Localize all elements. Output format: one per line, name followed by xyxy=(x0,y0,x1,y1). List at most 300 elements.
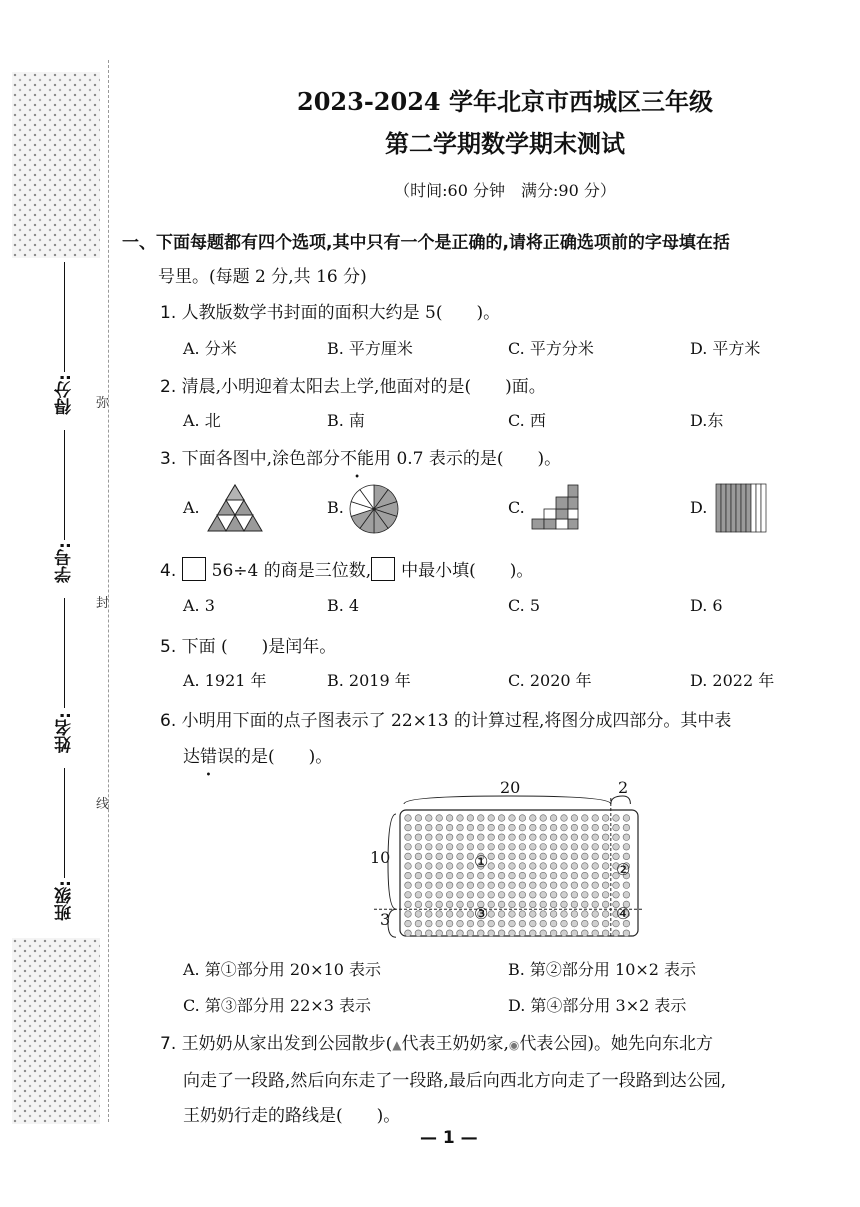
q4-option-b[interactable]: B. 4 xyxy=(327,596,360,615)
q4-option-a[interactable]: A. 3 xyxy=(183,596,215,615)
grid-dot xyxy=(488,844,495,851)
grid-dot xyxy=(592,863,599,870)
grid-dot xyxy=(436,901,443,908)
grid-dot xyxy=(488,882,495,889)
grid-dot xyxy=(405,930,412,937)
grid-dot xyxy=(467,911,474,918)
grid-dot xyxy=(446,920,453,927)
q3-option-c[interactable]: C. xyxy=(508,498,525,517)
grid-dot xyxy=(509,892,516,899)
grid-dot xyxy=(478,834,485,841)
grid-dot xyxy=(405,834,412,841)
grid-dot xyxy=(498,911,505,918)
grid-dot xyxy=(623,824,630,831)
strip xyxy=(721,484,726,532)
grid-dot xyxy=(561,824,568,831)
question-text: 人教版数学书封面的面积大约是 5( )。 xyxy=(181,303,501,323)
strip xyxy=(731,484,736,532)
grid-dot xyxy=(602,834,609,841)
grid-dot xyxy=(509,844,516,851)
grid-dot xyxy=(540,920,547,927)
grid-dot xyxy=(561,930,568,937)
grid-dot xyxy=(446,901,453,908)
grid-dot xyxy=(415,863,422,870)
strip xyxy=(716,484,721,532)
grid-dot xyxy=(415,901,422,908)
grid-dot xyxy=(457,844,464,851)
grid-dot xyxy=(415,892,422,899)
grid-dot xyxy=(478,824,485,831)
grid-dot xyxy=(446,844,453,851)
grid-dot xyxy=(550,863,557,870)
question-text-post: 用 0.7 表示的是( )。 xyxy=(374,449,562,469)
grid-dot xyxy=(571,824,578,831)
grid-dot xyxy=(426,872,433,879)
q2-option-c[interactable]: C. 西 xyxy=(508,411,546,430)
grid-dot xyxy=(582,892,589,899)
grid-dot xyxy=(498,892,505,899)
q2-option-d[interactable]: D.东 xyxy=(690,411,724,430)
grid-dot xyxy=(540,834,547,841)
grid-dot xyxy=(571,930,578,937)
grid-dot xyxy=(498,930,505,937)
circle-figure xyxy=(348,483,400,535)
section-heading: 一、下面每题都有四个选项,其中只有一个是正确的,请将正确选项前的字母填在括 xyxy=(122,233,730,253)
label-2: 2 xyxy=(618,778,629,797)
grid-dot xyxy=(530,844,537,851)
grid-dot xyxy=(550,920,557,927)
grid-dot xyxy=(561,872,568,879)
grid-dot xyxy=(540,930,547,937)
grid-dot xyxy=(613,892,620,899)
grid-dot xyxy=(530,920,537,927)
question-7-cont2: 王奶奶行走的路线是( )。 xyxy=(183,1106,401,1126)
grid-dot xyxy=(540,844,547,851)
grid-dot xyxy=(467,930,474,937)
grid-dot xyxy=(592,844,599,851)
grid-dot xyxy=(592,824,599,831)
grid-dot xyxy=(509,911,516,918)
grid-dot xyxy=(415,853,422,860)
grid-dot xyxy=(498,882,505,889)
grid-dot xyxy=(488,872,495,879)
grid-dot xyxy=(446,882,453,889)
question-text-a: 56÷4 的商是三位数, xyxy=(211,561,372,581)
q3-option-b[interactable]: B. xyxy=(327,498,344,517)
grid-dot xyxy=(571,844,578,851)
grid-dot xyxy=(561,863,568,870)
grid-dot xyxy=(623,815,630,822)
grid-dot xyxy=(602,872,609,879)
q2-option-a[interactable]: A. 北 xyxy=(183,411,221,430)
grid-dot xyxy=(498,834,505,841)
grid-dot xyxy=(540,892,547,899)
question-6 xyxy=(160,706,731,731)
grid-dot xyxy=(550,853,557,860)
question-number: 7. xyxy=(160,1034,177,1054)
question-2 xyxy=(160,372,546,397)
strip xyxy=(736,484,741,532)
grid-dot xyxy=(467,834,474,841)
grid-dot xyxy=(540,901,547,908)
grid-dot xyxy=(602,892,609,899)
grid-dot xyxy=(561,892,568,899)
grid-dot xyxy=(571,834,578,841)
grid-dot xyxy=(613,930,620,937)
grid-dot xyxy=(561,920,568,927)
grid-dot xyxy=(415,882,422,889)
grid-dot xyxy=(498,901,505,908)
grid-dot xyxy=(415,920,422,927)
grid-dot xyxy=(467,882,474,889)
grid-dot xyxy=(436,863,443,870)
grid-dot xyxy=(426,834,433,841)
grid-dot xyxy=(571,882,578,889)
grid-dot xyxy=(561,901,568,908)
grid-dot xyxy=(436,815,443,822)
grid-dot xyxy=(509,882,516,889)
grid-dot xyxy=(498,853,505,860)
question-number: 3. xyxy=(160,449,177,469)
grid-dot xyxy=(592,892,599,899)
q5-option-b[interactable]: B. 2019 年 xyxy=(327,671,411,690)
section-heading-cont: 号里。(每题 2 分,共 16 分) xyxy=(158,267,367,287)
grid-dot xyxy=(426,815,433,822)
grid-dot xyxy=(457,853,464,860)
legend-park: 代表公园)。她先向东北方 xyxy=(519,1034,714,1054)
blank-box[interactable] xyxy=(371,557,395,581)
grid-dot xyxy=(550,882,557,889)
grid-dot xyxy=(405,853,412,860)
question-text-post: 的是( )。 xyxy=(234,747,333,767)
seal-char-2: 封 xyxy=(96,596,110,611)
grid-dot xyxy=(415,930,422,937)
grid-dot xyxy=(436,930,443,937)
question-number: 2. xyxy=(160,377,177,397)
seal-char-3: 线 xyxy=(96,797,110,812)
grid-dot xyxy=(509,920,516,927)
grid-dot xyxy=(519,815,526,822)
grid-dot xyxy=(582,863,589,870)
grid-dot xyxy=(478,930,485,937)
label-3: 3 xyxy=(380,910,391,929)
grid-dot xyxy=(582,911,589,918)
grid-dot xyxy=(415,834,422,841)
question-text: 小明用下面的点子图表示了 22×13 的计算过程,将图分成四部分。其中表 xyxy=(181,711,732,731)
grid-dot xyxy=(571,863,578,870)
grid-dot xyxy=(592,901,599,908)
grid-dot xyxy=(426,844,433,851)
strip xyxy=(751,484,756,532)
q1-option-c[interactable]: C. 平方分米 xyxy=(508,339,594,358)
sidebar-pattern-top xyxy=(12,72,100,258)
grid-dot xyxy=(571,853,578,860)
grid-dot xyxy=(623,882,630,889)
grid-dot xyxy=(405,824,412,831)
grid-dot xyxy=(478,892,485,899)
grid-dot xyxy=(530,824,537,831)
grid-dot xyxy=(405,815,412,822)
grid-dot xyxy=(582,834,589,841)
grid-dot xyxy=(550,872,557,879)
grid-dot xyxy=(602,911,609,918)
strips-figure xyxy=(714,483,768,533)
question-text: 下面 ( )是闰年。 xyxy=(181,637,337,657)
grid-dot xyxy=(405,911,412,918)
grid-dot xyxy=(478,882,485,889)
grid-dot xyxy=(488,853,495,860)
part-2-label: ② xyxy=(616,860,631,879)
grid-dot xyxy=(571,872,578,879)
q6-option-b[interactable]: B. 第②部分用 10×2 表示 xyxy=(508,960,697,979)
grid-dot xyxy=(488,863,495,870)
legend-home: 代表王奶奶家, xyxy=(401,1034,509,1054)
q6-option-c[interactable]: C. 第③部分用 22×3 表示 xyxy=(183,996,371,1015)
grid-dot xyxy=(519,892,526,899)
grid-dot xyxy=(623,930,630,937)
grid-dot xyxy=(592,815,599,822)
grid-dot xyxy=(436,824,443,831)
grid-dot xyxy=(540,911,547,918)
grid-dot xyxy=(561,853,568,860)
label-20: 20 xyxy=(500,778,521,797)
question-3 xyxy=(160,444,561,469)
question-5 xyxy=(160,632,336,657)
grid-dot xyxy=(540,815,547,822)
grid-dot xyxy=(582,815,589,822)
question-text-pre: 王奶奶从家出发到公园散步( xyxy=(181,1034,393,1054)
grid-dot xyxy=(602,824,609,831)
grid-dot xyxy=(592,853,599,860)
grid-dot xyxy=(519,920,526,927)
grid-dot xyxy=(519,901,526,908)
grid-dot xyxy=(592,834,599,841)
grid-dot xyxy=(582,824,589,831)
grid-dot xyxy=(509,853,516,860)
grid-dot xyxy=(582,853,589,860)
question-text-pre: 下面各图中,涂色部分 xyxy=(181,449,341,469)
grid-dot xyxy=(550,901,557,908)
grid-dot xyxy=(623,892,630,899)
score-label: 得分: xyxy=(55,374,75,415)
question-7-cont: 向走了一段路,然后向东走了一段路,最后向西北方向走了一段路到达公园, xyxy=(183,1071,727,1091)
grid-dot xyxy=(602,901,609,908)
q4-option-d[interactable]: D. 6 xyxy=(690,596,723,615)
strip xyxy=(741,484,746,532)
grid-dot xyxy=(446,872,453,879)
grid-dot xyxy=(467,824,474,831)
blank-box[interactable] xyxy=(182,557,206,581)
grid-dot xyxy=(602,920,609,927)
grid-dot xyxy=(405,882,412,889)
grid-dot xyxy=(446,834,453,841)
grid-dot xyxy=(426,911,433,918)
part-3-label: ③ xyxy=(474,904,489,923)
grid-dot xyxy=(592,872,599,879)
grid-dot xyxy=(519,834,526,841)
grid-dot xyxy=(457,901,464,908)
grid-dot xyxy=(540,863,547,870)
grid-dot xyxy=(509,872,516,879)
grid-dot xyxy=(613,815,620,822)
grid-dot xyxy=(519,911,526,918)
emphasis-text: 达错误 xyxy=(183,747,234,767)
grid-dot xyxy=(457,892,464,899)
grid-dot xyxy=(426,824,433,831)
grid-dot xyxy=(540,882,547,889)
grid-dot xyxy=(530,863,537,870)
grid-dot xyxy=(561,815,568,822)
grid-dot xyxy=(519,853,526,860)
grid-dot xyxy=(530,872,537,879)
grid-dot xyxy=(488,824,495,831)
grid-dot xyxy=(405,920,412,927)
page-title-line1: 2023-2024 学年北京市西城区三年级 xyxy=(297,87,713,116)
grid-dot xyxy=(467,920,474,927)
grid-dot xyxy=(446,853,453,860)
sidebar-line-id xyxy=(64,430,65,540)
grid-dot xyxy=(436,882,443,889)
q1-option-a[interactable]: A. 分米 xyxy=(183,339,237,358)
emphasis-text: 不能 xyxy=(340,449,375,469)
grid-dot xyxy=(457,930,464,937)
grid-dot xyxy=(467,892,474,899)
grid-dot xyxy=(561,844,568,851)
grid-dot xyxy=(405,892,412,899)
class-label: 班级: xyxy=(55,880,75,921)
part-1-label: ① xyxy=(474,852,489,871)
q5-option-c[interactable]: C. 2020 年 xyxy=(508,671,592,690)
grid-dot xyxy=(488,920,495,927)
name-label: 姓名: xyxy=(55,712,75,753)
q5-option-a[interactable]: A. 1921 年 xyxy=(183,671,267,690)
grid-dot xyxy=(498,815,505,822)
grid-dot xyxy=(415,911,422,918)
strip xyxy=(726,484,731,532)
page-title-line2: 第二学期数学期末测试 xyxy=(385,129,625,158)
grid-dot xyxy=(415,824,422,831)
grid-dot xyxy=(446,824,453,831)
brace-3 xyxy=(388,909,396,937)
grid-dot xyxy=(561,882,568,889)
grid-dot xyxy=(436,844,443,851)
grid-dot xyxy=(426,863,433,870)
q6-option-a[interactable]: A. 第①部分用 20×10 表示 xyxy=(183,960,382,979)
q6-option-d[interactable]: D. 第④部分用 3×2 表示 xyxy=(508,996,687,1015)
grid-dot xyxy=(405,872,412,879)
question-7 xyxy=(160,1029,713,1054)
part-4-label: ④ xyxy=(616,904,631,923)
grid-dot xyxy=(405,901,412,908)
grid-dot xyxy=(613,834,620,841)
grid-dot xyxy=(530,911,537,918)
q1-option-b[interactable]: B. 平方厘米 xyxy=(327,339,413,358)
grid-dot xyxy=(498,863,505,870)
sidebar-line-name xyxy=(64,598,65,708)
grid-dot xyxy=(467,853,474,860)
q3-option-a[interactable]: A. xyxy=(183,498,200,517)
question-number: 1. xyxy=(160,303,177,323)
grid-dot xyxy=(571,901,578,908)
dot-grid-svg xyxy=(360,778,660,940)
grid-dot xyxy=(550,824,557,831)
grid-dot xyxy=(498,872,505,879)
staircase-figure xyxy=(530,483,580,531)
grid-dot xyxy=(426,853,433,860)
grid-dot xyxy=(457,920,464,927)
q1-option-d[interactable]: D. 平方米 xyxy=(690,339,761,358)
grid-dot xyxy=(550,930,557,937)
grid-dot xyxy=(582,920,589,927)
grid-dot xyxy=(602,863,609,870)
grid-dot xyxy=(488,901,495,908)
grid-dot xyxy=(509,901,516,908)
grid-dot xyxy=(488,930,495,937)
grid-dot xyxy=(446,930,453,937)
grid-dot xyxy=(602,815,609,822)
grid-dot xyxy=(530,930,537,937)
grid-dot xyxy=(550,844,557,851)
grid-dot xyxy=(602,930,609,937)
q2-option-b[interactable]: B. 南 xyxy=(327,411,365,430)
grid-dot xyxy=(509,815,516,822)
grid-dot xyxy=(436,853,443,860)
q4-option-c[interactable]: C. 5 xyxy=(508,596,541,615)
grid-dot xyxy=(602,844,609,851)
student-id-label: 学号: xyxy=(55,542,75,583)
seal-char-1: 弥 xyxy=(96,396,110,411)
page-subtitle: （时间:60 分钟 满分:90 分） xyxy=(394,181,616,200)
grid-dot xyxy=(613,844,620,851)
grid-dot xyxy=(509,863,516,870)
grid-dot xyxy=(613,853,620,860)
q3-option-d[interactable]: D. xyxy=(690,498,708,517)
grid-dot xyxy=(571,911,578,918)
grid-dot xyxy=(436,834,443,841)
grid-dot xyxy=(436,872,443,879)
grid-dot xyxy=(467,872,474,879)
grid-dot xyxy=(582,901,589,908)
grid-dot xyxy=(467,901,474,908)
brace-10 xyxy=(388,814,396,909)
grid-dot xyxy=(415,872,422,879)
sidebar-pattern-bottom xyxy=(12,938,100,1124)
grid-dot xyxy=(436,911,443,918)
grid-dot xyxy=(561,911,568,918)
question-text-b: 中最小填( )。 xyxy=(401,561,534,581)
grid-dot xyxy=(457,815,464,822)
grid-dot xyxy=(571,892,578,899)
grid-dot xyxy=(426,930,433,937)
question-number: 5. xyxy=(160,637,177,657)
grid-dot xyxy=(623,844,630,851)
triangle-icon: ▲ xyxy=(392,1038,402,1052)
grid-dot xyxy=(592,882,599,889)
grid-dot xyxy=(498,824,505,831)
grid-dot xyxy=(457,911,464,918)
grid-dot xyxy=(530,853,537,860)
label-10: 10 xyxy=(370,848,391,867)
grid-dot xyxy=(592,920,599,927)
grid-dot xyxy=(550,911,557,918)
grid-dot xyxy=(550,834,557,841)
sidebar-line-class xyxy=(64,768,65,878)
grid-dot xyxy=(602,882,609,889)
q5-option-d[interactable]: D. 2022 年 xyxy=(690,671,775,690)
grid-dot xyxy=(457,834,464,841)
grid-dot xyxy=(582,930,589,937)
grid-dot xyxy=(561,834,568,841)
